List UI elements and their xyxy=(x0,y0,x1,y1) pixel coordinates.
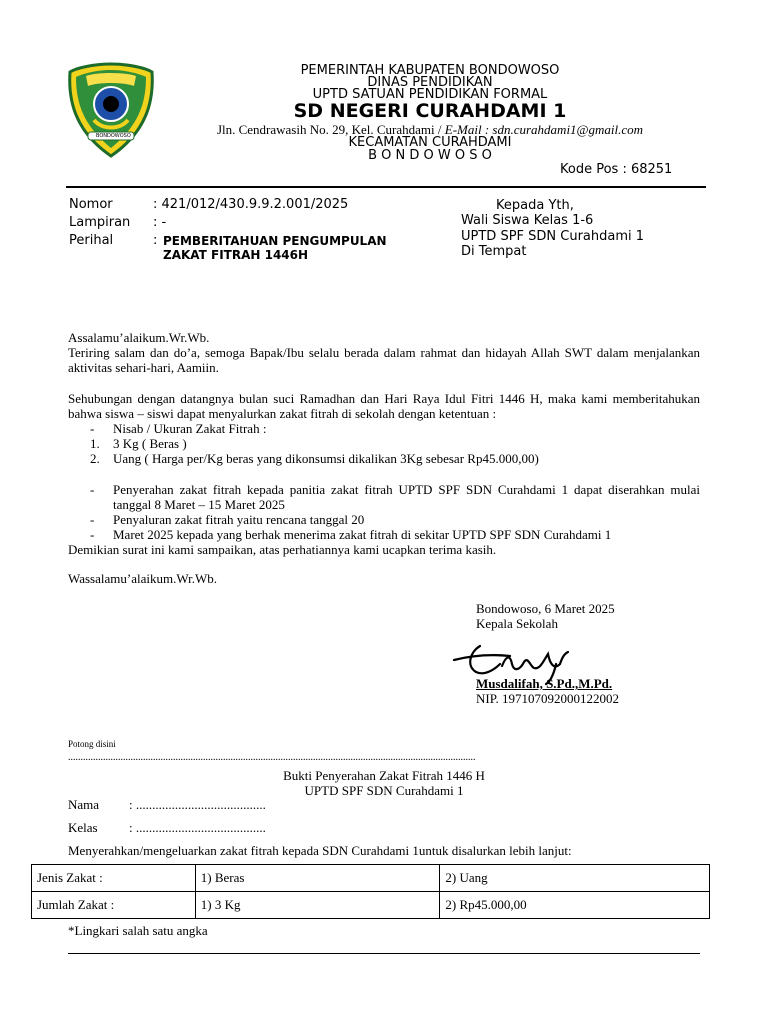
slip-subtitle: UPTD SPF SDN Curahdami 1 xyxy=(304,783,464,798)
recipient-line3: UPTD SPF SDN Curahdami 1 xyxy=(461,229,645,244)
cut-line: ................................................................................................................................................................... xyxy=(68,752,476,763)
list-item-mark: - xyxy=(90,421,95,436)
table-cell: Jenis Zakat : xyxy=(32,865,196,892)
lampiran-label: Lampiran xyxy=(69,215,131,230)
postal-code: Kode Pos : 68251 xyxy=(560,162,673,177)
closing-sentence: Demikian surat ini kami sampaikan, atas perhatiannya kami ucapkan terima kasih. xyxy=(68,542,497,557)
bottom-divider xyxy=(68,953,700,954)
perihal-label: Perihal xyxy=(69,233,114,248)
list-item-submission: Penyerahan zakat fitrah kepada panitia zakat fitrah UPTD SPF SDN Curahdami 1 dapat diserahkan mulai tanggal 8 Maret – 15 Maret 2025 xyxy=(113,482,700,512)
list-item-mark: 1. xyxy=(90,436,100,451)
cut-label: Potong disini xyxy=(68,739,116,749)
place-date: Bondowoso, 6 Maret 2025 xyxy=(476,601,615,616)
header-divider xyxy=(66,186,706,188)
kelas-label: Kelas xyxy=(68,820,98,835)
zakat-table xyxy=(31,864,710,919)
list-item-mark: 2. xyxy=(90,451,100,466)
table-cell: 1) 3 Kg xyxy=(195,892,440,919)
logo-motto: BONDOWOSO xyxy=(96,133,131,139)
list-item-mark: - xyxy=(90,482,95,497)
lampiran-value: : - xyxy=(153,215,167,230)
nomor-value: : 421/012/430.9.9.2.001/2025 xyxy=(153,197,349,212)
signer-name: Musdalifah, S.Pd.,M.Pd. xyxy=(476,676,613,691)
kecamatan-name: KECAMATAN CURAHDAMI xyxy=(348,135,512,150)
recipient-line4: Di Tempat xyxy=(461,244,527,259)
slip-note: *Lingkari salah satu angka xyxy=(68,923,208,938)
address-text: Jln. Cendrawasih No. 29, Kel. Curahdami / xyxy=(216,122,445,137)
nomor-label: Nomor xyxy=(69,197,113,212)
list-item: Nisab / Ukuran Zakat Fitrah : xyxy=(113,421,267,436)
list-item-recipients: Maret 2025 kepada yang berhak menerima zakat fitrah di sekitar UPTD SPF SDN Curahdami 1 xyxy=(113,527,612,542)
school-name: SD NEGERI CURAHDAMI 1 xyxy=(293,100,567,122)
table-cell: Jumlah Zakat : xyxy=(32,892,196,919)
perihal-line1: PEMBERITAHUAN PENGUMPULAN xyxy=(163,234,387,248)
list-item-mark: - xyxy=(90,527,95,542)
list-item: 3 Kg ( Beras ) xyxy=(113,436,187,451)
greeting: Assalamu’alaikum.Wr.Wb. xyxy=(68,330,210,345)
email-text: E-Mail : sdn.curahdami1@gmail.com xyxy=(444,122,644,137)
list-item-distribution: Penyaluran zakat fitrah yaitu rencana tanggal 20 xyxy=(113,512,365,527)
signer-nip: NIP. 197107092000122002 xyxy=(476,691,620,706)
nama-label: Nama xyxy=(68,797,100,812)
recipient-greeting: Kepada Yth, xyxy=(496,198,574,213)
table-cell: 1) Beras xyxy=(195,865,440,892)
closing-salam: Wassalamu’alaikum.Wr.Wb. xyxy=(68,571,217,586)
list-item-mark: - xyxy=(90,512,95,527)
slip-title: Bukti Penyerahan Zakat Fitrah 1446 H xyxy=(283,768,485,783)
perihal-line2: ZAKAT FITRAH 1446H xyxy=(163,248,309,262)
table-row xyxy=(32,865,710,892)
recipient-line2: Wali Siswa Kelas 1-6 xyxy=(461,213,594,228)
paragraph-opening: Teriring salam dan do’a, semoga Bapak/Ibu selalu berada dalam rahmat dan hidayah Allah SWT dalam menjalankan aktivitas sehari-hari, Aamiin. xyxy=(68,345,700,375)
signer-role: Kepala Sekolah xyxy=(476,616,558,631)
slip-statement: Menyerahkan/mengeluarkan zakat fitrah kepada SDN Curahdami 1untuk disalurkan lebih lanjut: xyxy=(68,843,572,858)
unit-name: UPTD SATUAN PENDIDIKAN FORMAL xyxy=(312,87,548,102)
table-cell: 2) Rp45.000,00 xyxy=(440,892,710,919)
list-item: Uang ( Harga per/Kg beras yang dikonsumsi dikalikan 3Kg sebesar Rp45.000,00) xyxy=(113,451,539,466)
government-name: PEMERINTAH KABUPATEN BONDOWOSO xyxy=(300,63,560,78)
table-cell: 2) Uang xyxy=(440,865,710,892)
nama-field: : ........................................ xyxy=(129,797,266,812)
paragraph-announcement: Sehubungan dengan datangnya bulan suci Ramadhan dan Hari Raya Idul Fitri 1446 H, maka kami memberitahukan bahwa siswa – siswi dapat menyalurkan zakat fitrah di sekolah dengan ketentuan : xyxy=(68,391,700,421)
perihal-colon: : xyxy=(153,233,158,248)
department-name: DINAS PENDIDIKAN xyxy=(367,75,493,90)
city-name: B O N D O W O S O xyxy=(368,148,492,163)
table-row xyxy=(32,892,710,919)
regency-logo xyxy=(66,62,156,158)
kelas-field: : ........................................ xyxy=(129,820,266,835)
